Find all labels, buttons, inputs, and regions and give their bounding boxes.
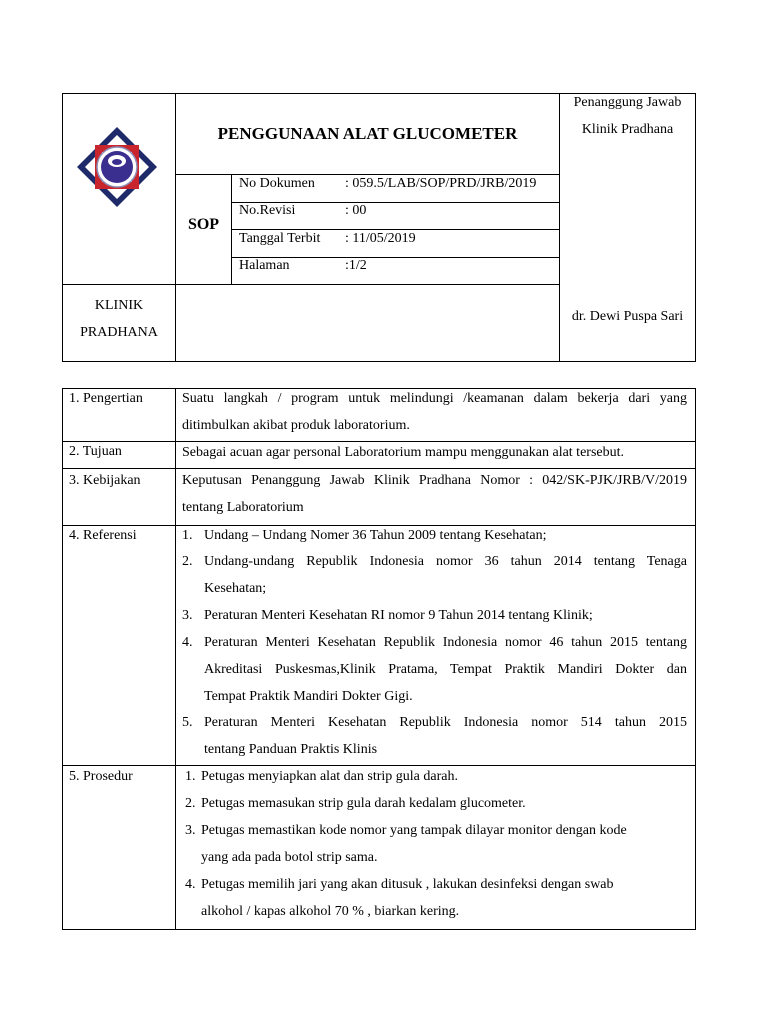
referensi-item-text: Undang-undang Republik Indonesia nomor 36 tahun 2014 tentang Tenaga — [204, 554, 687, 569]
referensi-item-number: 3. — [182, 608, 193, 623]
referensi-item-number: 2. — [182, 554, 193, 569]
referensi-item-number: 4. — [182, 635, 193, 650]
prosedur-item-number: 3. — [185, 823, 196, 838]
prosedur-item-text: Petugas memasukan strip gula darah kedalam glucometer. — [201, 796, 526, 811]
responsible-line2: Klinik Pradhana — [581, 122, 674, 137]
prosedur-item-number: 4. — [185, 877, 196, 892]
kebijakan-text-line2: tentang Laboratorium — [182, 500, 304, 515]
pengertian-text-line2: ditimbulkan akibat produk laboratorium. — [182, 418, 410, 433]
kebijakan-text-line1: Keputusan Penanggung Jawab Klinik Pradhana Nomor : 042/SK-PJK/JRB/V/2019 — [182, 473, 687, 488]
meta-value-tanggal-terbit: : 11/05/2019 — [345, 231, 416, 246]
referensi-item-text: Peraturan Menteri Kesehatan RI nomor 9 Tahun 2014 tentang Klinik; — [204, 608, 593, 623]
referensi-item-text: Tempat Praktik Mandiri Dokter Gigi. — [204, 689, 413, 704]
clinic-name-line1: KLINIK — [94, 298, 144, 313]
prosedur-item-text: alkohol / kapas alkohol 70 % , biarkan kering. — [201, 904, 460, 919]
section-label-referensi: 4. Referensi — [69, 528, 137, 543]
meta-label-halaman: Halaman — [239, 258, 290, 273]
prosedur-item-number: 2. — [185, 796, 196, 811]
meta-label-no-dokumen: No Dokumen — [239, 176, 315, 191]
section-label-prosedur: 5. Prosedur — [69, 769, 133, 784]
meta-value-halaman: :1/2 — [345, 258, 367, 273]
responsible-line1: Penanggung Jawab — [573, 95, 682, 110]
meta-value-no-revisi: : 00 — [345, 203, 367, 218]
section-label-tujuan: 2. Tujuan — [69, 444, 122, 459]
section-label-pengertian: 1. Pengertian — [69, 391, 143, 406]
referensi-item-text: Peraturan Menteri Kesehatan Republik Indonesia nomor 46 tahun 2015 tentang — [204, 635, 687, 650]
referensi-item-text: tentang Panduan Praktis Klinis — [204, 742, 378, 757]
signatory-name: dr. Dewi Puspa Sari — [571, 309, 684, 324]
meta-label-no-revisi: No.Revisi — [239, 203, 296, 218]
referensi-item-number: 1. — [182, 528, 193, 543]
pengertian-text-line1: Suatu langkah / program untuk melindungi /keamanan dalam bekerja dari yang — [182, 391, 687, 406]
prosedur-item-text: Petugas menyiapkan alat dan strip gula darah. — [201, 769, 458, 784]
referensi-item-text: Kesehatan; — [204, 581, 267, 596]
prosedur-item-text: Petugas memilih jari yang akan ditusuk , lakukan desinfeksi dengan swab — [201, 877, 614, 892]
section-label-kebijakan: 3. Kebijakan — [69, 473, 141, 488]
referensi-item-number: 5. — [182, 715, 193, 730]
referensi-item-text: Undang – Undang Nomer 36 Tahun 2009 tentang Kesehatan; — [204, 528, 547, 543]
referensi-item-text: Akreditasi Puskesmas,Klinik Pratama, Tempat Praktik Mandiri Dokter dan — [204, 662, 687, 677]
clinic-name-line2: PRADHANA — [80, 325, 158, 340]
tujuan-text: Sebagai acuan agar personal Laboratorium mampu menggunakan alat tersebut. — [182, 445, 624, 460]
clinic-logo-icon — [75, 125, 159, 209]
prosedur-item-text: Petugas memastikan kode nomor yang tampak dilayar monitor dengan kode — [201, 823, 627, 838]
referensi-item-text: Peraturan Menteri Kesehatan Republik Indonesia nomor 514 tahun 2015 — [204, 715, 687, 730]
sop-label: SOP — [187, 216, 220, 233]
prosedur-item-text: yang ada pada botol strip sama. — [201, 850, 378, 865]
meta-label-tanggal-terbit: Tanggal Terbit — [239, 231, 321, 246]
meta-value-no-dokumen: : 059.5/LAB/SOP/PRD/JRB/2019 — [345, 176, 537, 191]
document-title: PENGGUNAAN ALAT GLUCOMETER — [217, 124, 518, 143]
prosedur-item-number: 1. — [185, 769, 196, 784]
